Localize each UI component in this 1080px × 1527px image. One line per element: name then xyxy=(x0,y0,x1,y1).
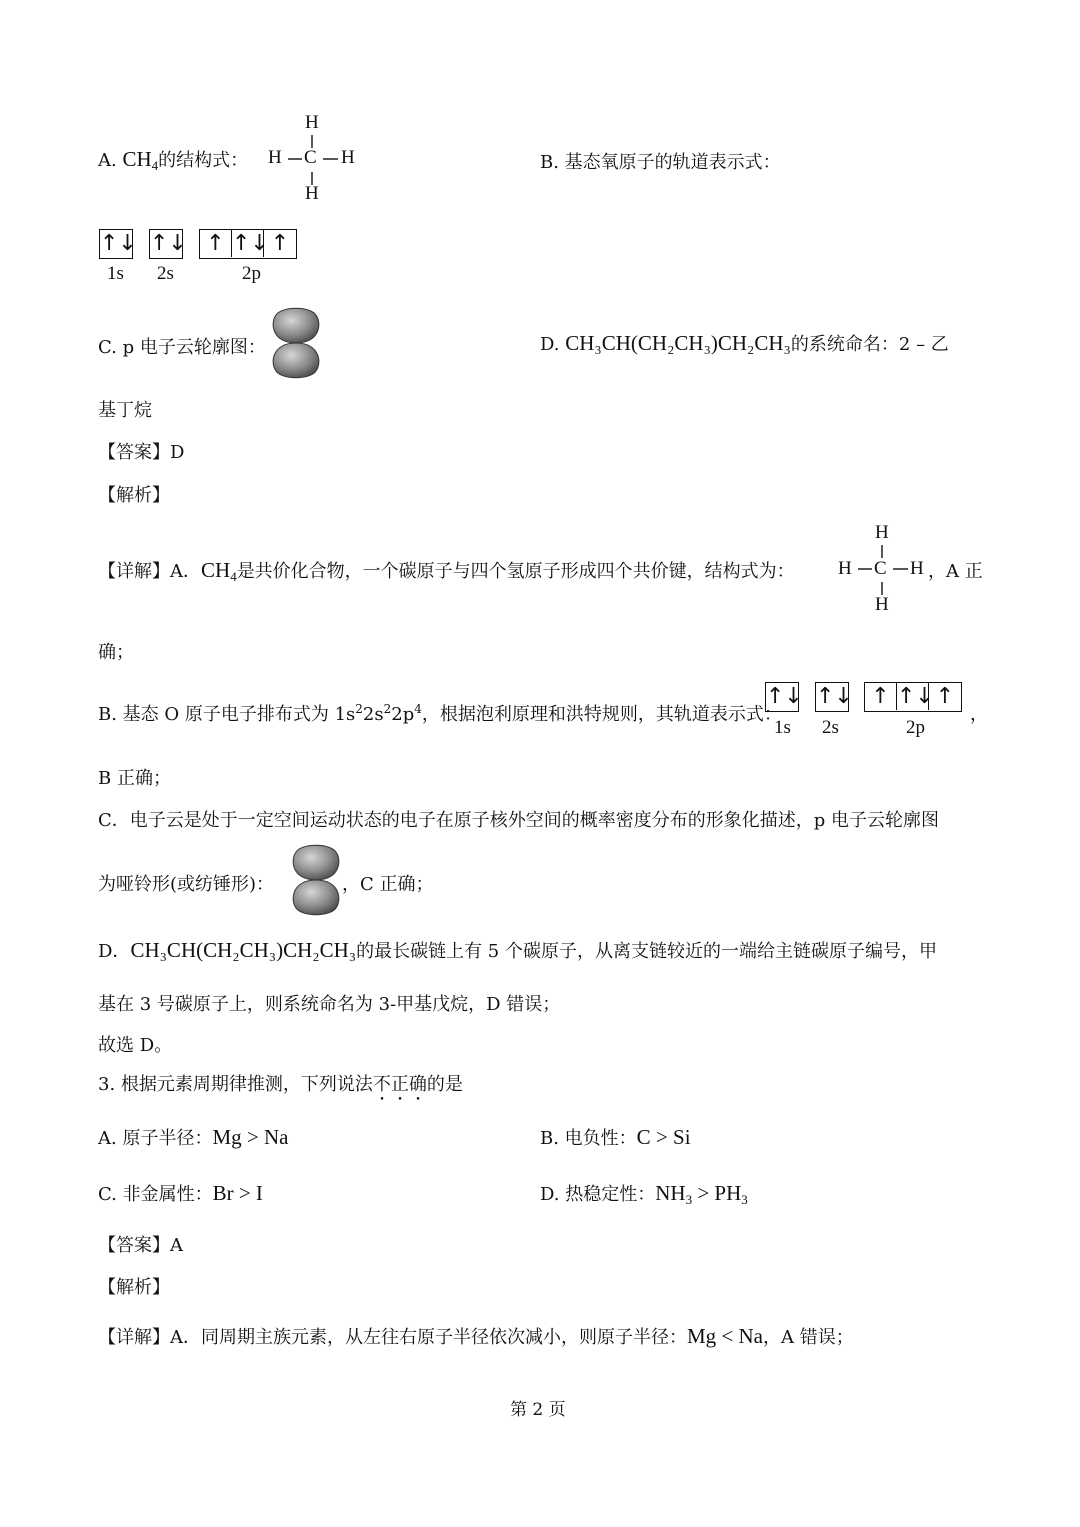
q2-detail-d: D．CH₃CH(CH₂CH₃)CH₂CH₃的最长碳链上有 5 个碳原子，从离支链较近的一端给主链碳原子编号，甲 xyxy=(98,938,937,962)
orbital2-box-1s: ↑↓ xyxy=(765,682,799,712)
q2-option-d-formula: CH₃CH(CH₂CH₃)CH₂CH₃ xyxy=(565,331,791,355)
q3-stem: 3. 根据元素周期律推测，下列说法不正确的是 xyxy=(98,1074,463,1095)
q3-option-b: B. 电负性：C > Si xyxy=(540,1125,691,1149)
q3-option-c: C. 非金属性：Br > I xyxy=(98,1181,263,1205)
q2-detail-a-end: ，A 正 xyxy=(928,561,983,582)
struct2-h-bottom: H xyxy=(875,594,889,615)
q2-option-d xyxy=(540,330,949,356)
q3-detail-a: 【详解】A．同周期主族元素，从左往右原子半径依次减小，则原子半径：Mg < Na，A 错误； xyxy=(98,1324,854,1348)
orbital2-box-2s: ↑↓ xyxy=(815,682,849,712)
struct-h-left: H xyxy=(268,147,282,168)
q2-option-a-prefix: A. xyxy=(98,150,117,171)
q2-analysis: 【解析】 xyxy=(98,485,170,506)
orbital2-label-2s: 2s xyxy=(822,717,839,738)
struct2-h-right: H xyxy=(910,558,924,579)
q3-stem-emphasis: 不正确 xyxy=(372,1074,427,1095)
q2-conclusion: 故选 D。 xyxy=(98,1035,173,1056)
q2-detail-b-cont: B 正确； xyxy=(98,768,171,789)
orbital-box-1s: ↑↓ xyxy=(99,229,133,259)
q2-option-a-text: 的结构式： xyxy=(158,150,249,171)
q2-detail-d-cont: 基在 3 号碳原子上，则系统命名为 3-甲基戊烷，D 错误； xyxy=(98,994,561,1015)
struct-bonds xyxy=(280,130,360,190)
orbital-label-1s: 1s xyxy=(107,263,124,284)
q2-detail-a: 【详解】A．$CH_4$是共价化合物，一个碳原子与四个氢原子形成四个共价键，结构式为： xyxy=(98,558,795,584)
orbital-label-2s: 2s xyxy=(157,263,174,284)
q2-detail-b-end: ， xyxy=(970,704,988,725)
q2-detail-c-line2: 为哑铃形(或纺锤形)： xyxy=(98,874,275,895)
orbital2-label-1s: 1s xyxy=(774,717,791,738)
q2-option-d-prefix: D. xyxy=(540,334,560,355)
p-orbital-cloud-icon xyxy=(268,305,324,381)
q2-option-a xyxy=(98,146,248,172)
q3-answer: 【答案】A xyxy=(98,1235,183,1256)
q2-option-d-text: 的系统命名：2 – 乙 xyxy=(790,334,949,355)
struct2-h-top: H xyxy=(875,522,889,543)
struct-h-bottom: H xyxy=(305,183,319,204)
q3-option-d: D. 热稳定性：$NH_3 > PH_3$ xyxy=(540,1181,748,1207)
q2-option-a-formula: $CH_4$ xyxy=(122,147,159,173)
p-orbital-cloud-icon-2 xyxy=(288,842,344,918)
q3-analysis: 【解析】 xyxy=(98,1277,170,1298)
q2-answer: 【答案】D xyxy=(98,442,185,463)
q2-option-b: B. 基态氧原子的轨道表示式： xyxy=(540,152,781,173)
struct-c: C xyxy=(304,147,317,168)
q2-detail-a-cont: 确； xyxy=(98,642,134,663)
orbital-box-2s: ↑↓ xyxy=(149,229,183,259)
q2-option-c: C. p 电子云轮廓图： xyxy=(98,337,266,358)
struct2-c: C xyxy=(874,558,887,579)
page-number: 第 2 页 xyxy=(510,1400,566,1420)
q2-detail-c-end: ，C 正确； xyxy=(342,874,434,895)
struct2-h-left: H xyxy=(838,558,852,579)
orbital2-label-2p: 2p xyxy=(906,717,925,738)
orbital2-box-2p: ↑ ↑↓↑ xyxy=(864,682,962,712)
q2-detail-c-line1: C．电子云是处于一定空间运动状态的电子在原子核外空间的概率密度分布的形象化描述，p 电子云轮廓图 xyxy=(98,810,940,831)
orbital-box-2p: ↑ ↑↓↑ xyxy=(199,229,297,259)
struct-h-right: H xyxy=(341,147,355,168)
struct2-bonds xyxy=(850,540,930,600)
q3-option-a: A. 原子半径：Mg > Na xyxy=(98,1125,289,1149)
q2-detail-b: B. 基态 O 原子电子排布式为 $1s^22s^22p^4$，根据泡利原理和洪特规则，其轨道表示式： xyxy=(98,702,782,725)
orbital-label-2p: 2p xyxy=(242,263,261,284)
struct-h-top: H xyxy=(305,112,319,133)
q2-option-d-cont: 基丁烷 xyxy=(98,400,152,421)
